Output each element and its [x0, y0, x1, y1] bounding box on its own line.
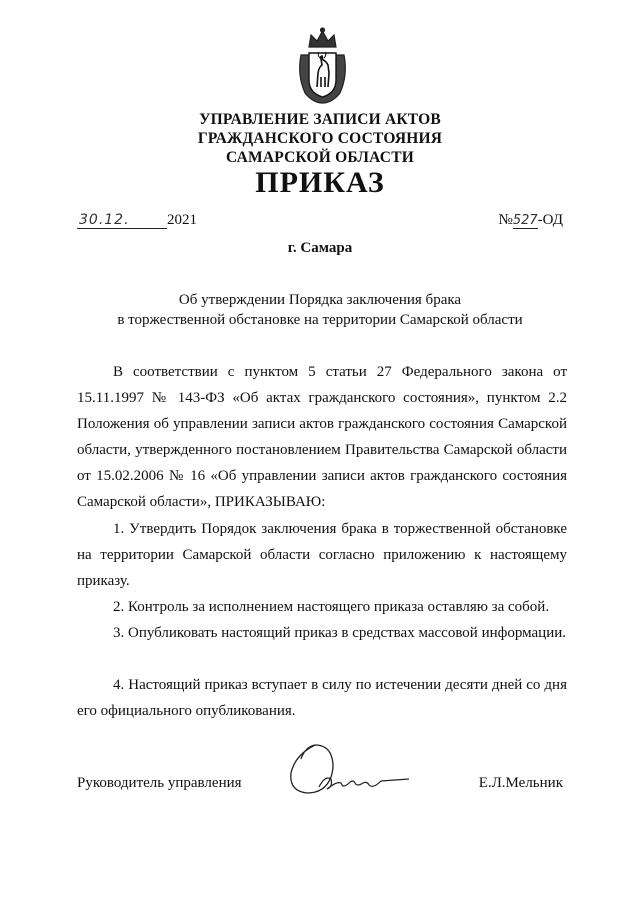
- order-item-4-text: 4. Настоящий приказ вступает в силу по истечении десяти дней со дня его официального опубликования.: [77, 677, 567, 719]
- order-item-3: [77, 620, 567, 646]
- number-sign: №: [498, 212, 513, 228]
- document-date: [77, 212, 197, 229]
- order-item-3-text: 3. Опубликовать настоящий приказ в средствах массовой информации.: [113, 625, 567, 641]
- preamble-paragraph: [77, 359, 567, 515]
- preamble-text: В соответствии с пунктом 5 статьи 27 Федерального закона от 15.11.1997 № 143-ФЗ «Об актах гражданского состояния», пунктом 2.2 Положения об управлении записи актов гражданского состояния Самарской области, утвержденного постановлением Правительства Самарской области от 15.02.2006 № 16 «Об управлении записи актов гражданского состояния Самарской области», ПРИКАЗЫВАЮ:: [77, 364, 567, 510]
- issuing-authority: [0, 110, 640, 167]
- issuing-authority-line-1: УПРАВЛЕНИЕ ЗАПИСИ АКТОВ: [199, 111, 441, 128]
- subject-line-2: в торжественной обстановке на территории Самарской области: [117, 312, 523, 328]
- coat-of-arms-emblem: [295, 25, 350, 105]
- number-suffix: -ОД: [537, 212, 563, 228]
- subject-line-1: Об утверждении Порядка заключения брака: [178, 292, 462, 308]
- handwritten-number: 527: [512, 213, 538, 228]
- document-number: [499, 212, 563, 229]
- order-item-2-text: 2. Контроль за исполнением настоящего приказа оставляю за собой.: [113, 599, 550, 615]
- issuing-authority-line-3: САМАРСКОЙ ОБЛАСТИ: [225, 149, 414, 166]
- signatory-name: Е.Л.Мельник: [478, 775, 563, 791]
- document-type-title: ПРИКАЗ: [255, 166, 385, 199]
- order-item-4: [77, 672, 567, 724]
- order-item-1: [77, 516, 567, 594]
- handwritten-signature: [285, 735, 410, 800]
- handwritten-date: 30.12.: [77, 212, 167, 229]
- issue-city: г. Самара: [287, 240, 353, 256]
- signatory-role: Руководитель управления: [77, 775, 242, 791]
- issuing-authority-line-2: ГРАЖДАНСКОГО СОСТОЯНИЯ: [197, 130, 443, 147]
- order-item-2: [77, 594, 567, 620]
- document-year: 2021: [167, 212, 197, 228]
- order-item-1-text: 1. Утвердить Порядок заключения брака в торжественной обстановке на территории Самарской области согласно приложению к настоящему приказу.: [77, 521, 567, 589]
- document-subject: [0, 290, 640, 330]
